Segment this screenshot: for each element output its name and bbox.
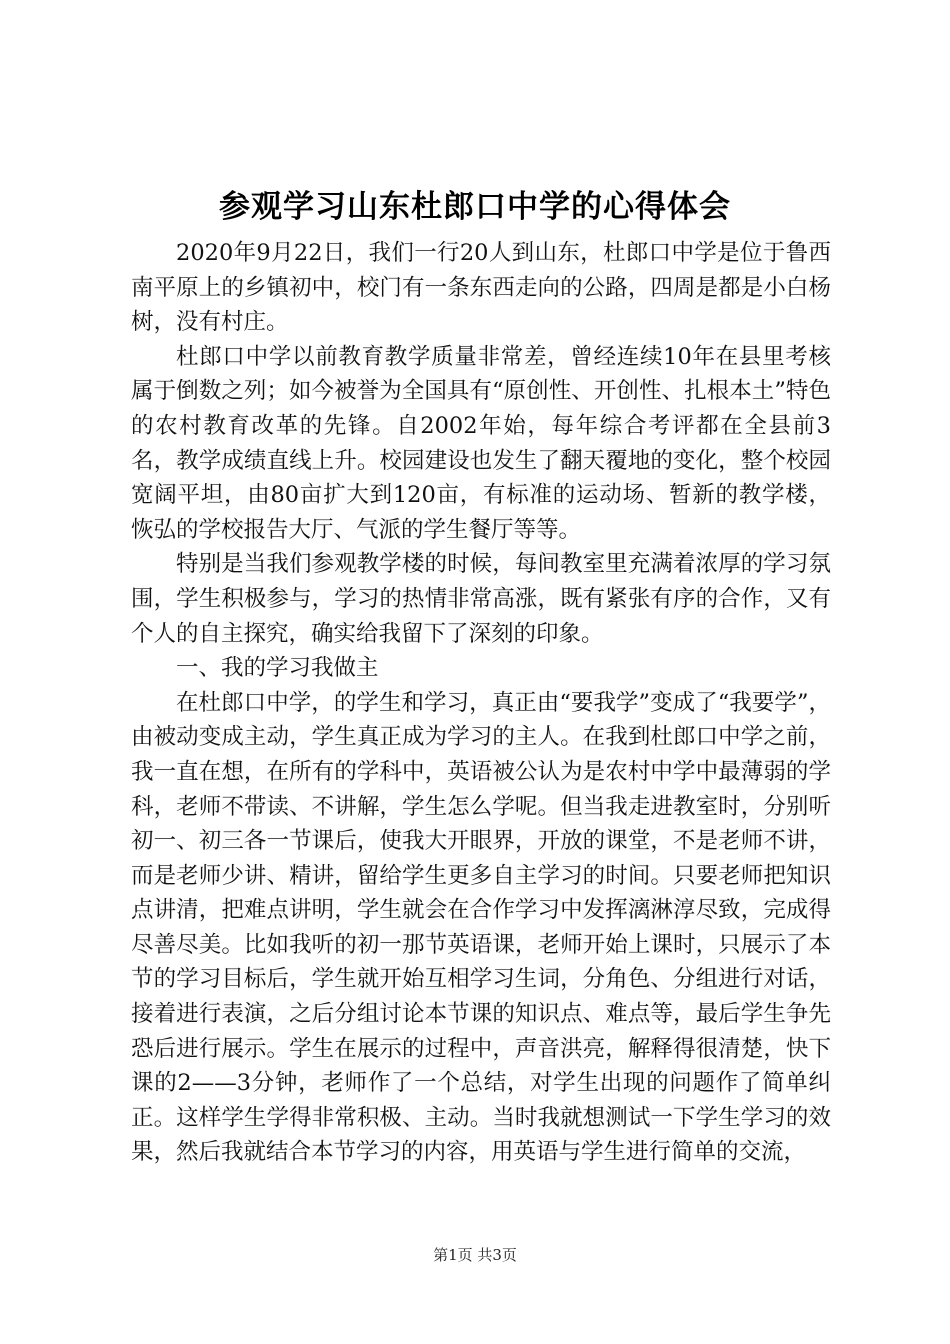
- document-body: [131, 236, 831, 1170]
- paragraph-classroom-impression: 特别是当我们参观教学楼的时候，每间教室里充满着浓厚的学习氛围，学生积极参与，学习的热情非常高涨，既有紧张有序的合作，又有个人的自主探究，确实给我留下了深刻的印象。: [131, 551, 831, 647]
- document-title: 参观学习山东杜郎口中学的心得体会: [219, 189, 731, 225]
- paragraph-school-history: 杜郎口中学以前教育教学质量非常差，曾经连续10年在县里考核属于倒数之列；如今被誉为全国具有“原创性、开创性、扎根本土”特色的农村教育改革的先锋。自2002年始，每年综合考评都在全县前3名，教学成绩直线上升。校园建设也发生了翻天覆地的变化，整个校园宽阔平坦，由80亩扩大到120亩，有标准的运动场、暂新的教学楼，恢弘的学校报告大厅、气派的学生餐厅等等。: [131, 343, 831, 543]
- section-heading: 一、我的学习我做主: [176, 655, 379, 682]
- paragraph-visit-intro: 2020年9月22日，我们一行20人到山东，杜郎口中学是位于鲁西南平原上的乡镇初中，校门有一条东西走向的公路，四周是都是小白杨树，没有村庄。: [131, 240, 831, 336]
- paragraph-self-directed-learning: 在杜郎口中学，的学生和学习，真正由“要我学”变成了“我要学”，由被动变成主动，学生真正成为学习的主人。在我到杜郎口中学之前，我一直在想，在所有的学科中，英语被公认为是农村中学中最薄弱的学科，老师不带读、不讲解，学生怎么学呢。但当我走进教室时，分别听初一、初三各一节课后，使我大开眼界，开放的课堂，不是老师不讲，而是老师少讲、精讲，留给学生更多自主学习的时间。只要老师把知识点讲清，把难点讲明，学生就会在合作学习中发挥漓淋淳尽致，完成得尽善尽美。比如我听的初一那节英语课，老师开始上课时，只展示了本节的学习目标后，学生就开始互相学习生词，分角色、分组进行对话，接着进行表演，之后分组讨论本节课的知识点、难点等，最后学生争先恐后进行展示。学生在展示的过程中，声音洪亮，解释得很清楚，快下课的2——3分钟，老师作了一个总结，对学生出现的问题作了简单纠正。这样学生学得非常积极、主动。当时我就想测试一下学生学习的效果，然后我就结合本节学习的内容，用英语与学生进行简单的交流，: [131, 689, 831, 1166]
- page-number-footer: 第1页 共3页: [433, 1246, 517, 1264]
